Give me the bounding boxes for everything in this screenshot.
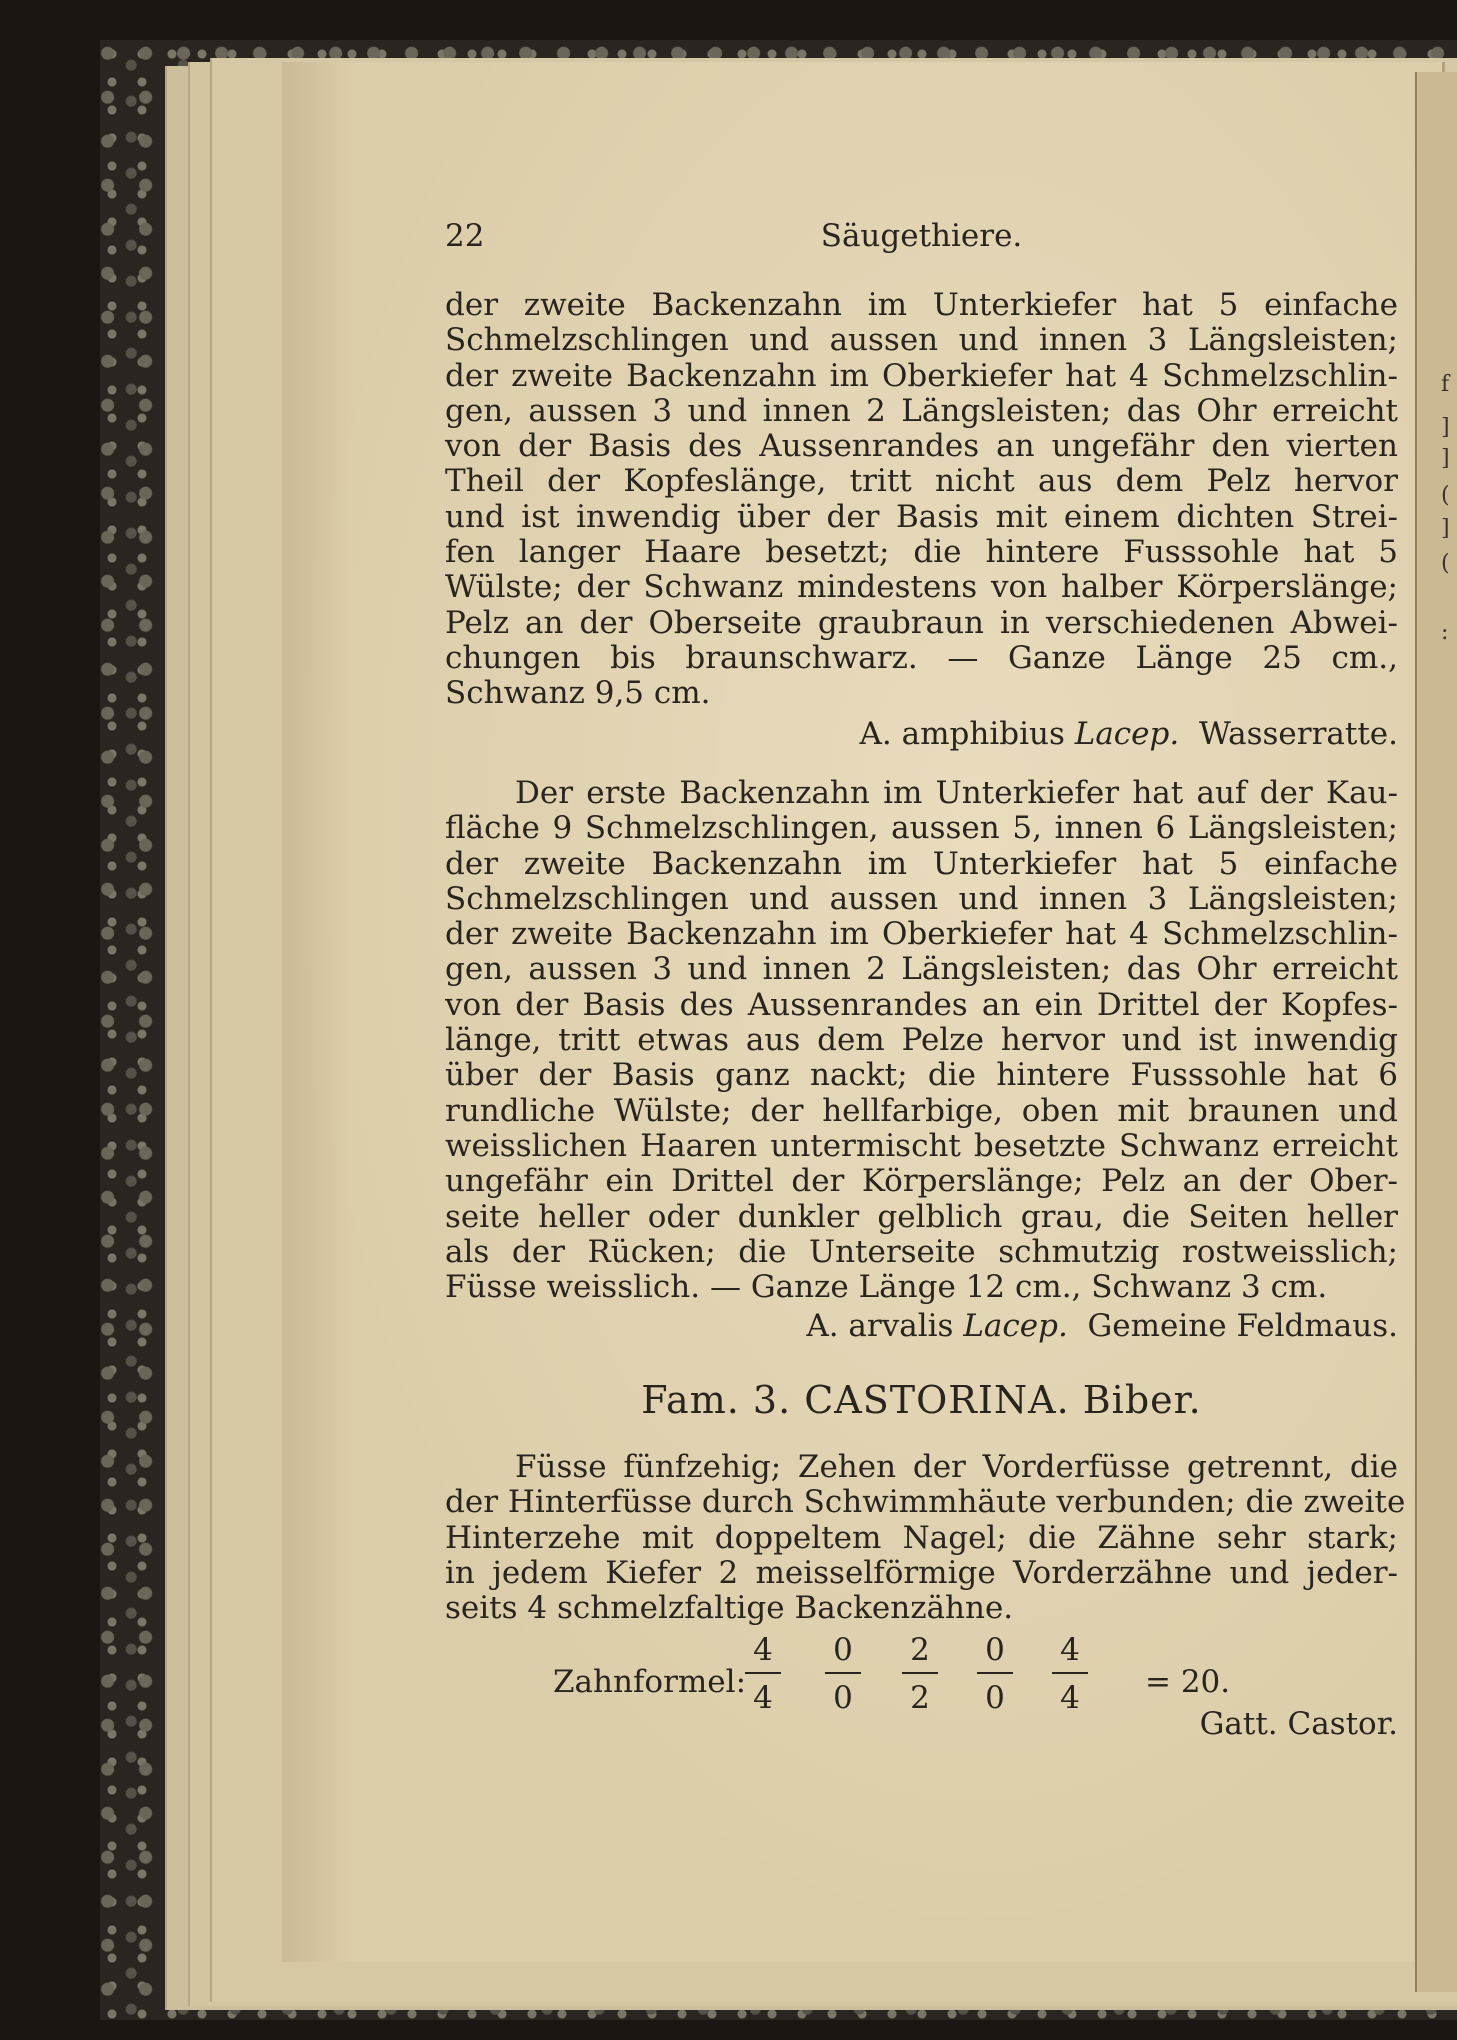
text-line: der zweite Backenzahn im Oberkiefer hat 4 Schmelzschlin- bbox=[445, 357, 1398, 394]
species-common-name: Gemeine Feldmaus. bbox=[1087, 1308, 1398, 1344]
edge-letter: ( bbox=[1441, 483, 1450, 508]
paragraph bbox=[445, 776, 1398, 1305]
text-line: als der Rücken; die Unterseite schmutzig rostweisslich; bbox=[445, 1233, 1398, 1270]
formula-label: Zahnformel: bbox=[553, 1664, 747, 1700]
fraction-bar bbox=[902, 1672, 938, 1674]
text-line: gen, aussen 3 und innen 2 Längsleisten; das Ohr erreicht bbox=[445, 951, 1398, 988]
fraction-numerator: 0 bbox=[985, 1632, 1005, 1668]
text-line: von der Basis des Aussenrandes an ungefähr den vierten bbox=[445, 428, 1398, 465]
text-line: Schwanz 9,5 cm. bbox=[445, 675, 711, 712]
text-line: Theil der Kopfeslänge, tritt nicht aus dem Pelz hervor bbox=[445, 463, 1398, 500]
species-line bbox=[445, 716, 1398, 752]
fraction-bar bbox=[745, 1672, 781, 1674]
facing-page-edge bbox=[1415, 72, 1457, 1992]
edge-letter: ] bbox=[1441, 446, 1450, 471]
fraction-denominator: 4 bbox=[753, 1680, 773, 1716]
formula-result: = 20. bbox=[1145, 1664, 1231, 1700]
fraction-denominator: 2 bbox=[910, 1680, 930, 1716]
formula-fraction bbox=[900, 1632, 940, 1716]
text-line: fen langer Haare besetzt; die hintere Fusssohle hat 5 bbox=[445, 534, 1398, 571]
formula-fraction bbox=[743, 1632, 783, 1716]
species-common-name: Wasserratte. bbox=[1198, 716, 1398, 752]
fraction-denominator: 0 bbox=[985, 1680, 1005, 1716]
fraction-bar bbox=[825, 1672, 861, 1674]
text-line: fläche 9 Schmelzschlingen, aussen 5, innen 6 Längsleisten; bbox=[445, 810, 1398, 847]
species-author: Lacep. bbox=[1074, 716, 1180, 752]
species-name: A. arvalis bbox=[806, 1308, 954, 1344]
edge-letter: f bbox=[1441, 372, 1450, 397]
text-line: seite heller oder dunkler gelblich grau, die Seiten heller bbox=[445, 1198, 1398, 1235]
text-line: weisslichen Haaren untermischt besetzte Schwanz erreicht bbox=[445, 1127, 1398, 1164]
fraction-numerator: 4 bbox=[1060, 1632, 1080, 1668]
text-line: von der Basis des Aussenrandes an ein Drittel der Kopfes- bbox=[445, 986, 1398, 1023]
formula-fraction bbox=[975, 1632, 1015, 1716]
family-heading: Fam. 3. CASTORINA. Biber. bbox=[641, 1378, 1202, 1422]
text-line: Pelz an der Oberseite graubraun in verschiedenen Abwei- bbox=[445, 604, 1398, 641]
text-line: Hinterzehe mit doppeltem Nagel; die Zähne sehr stark; bbox=[445, 1519, 1398, 1556]
fraction-numerator: 4 bbox=[753, 1632, 773, 1668]
edge-letter: ] bbox=[1441, 415, 1450, 440]
text-line: Füsse weisslich. — Ganze Länge 12 cm., Schwanz 3 cm. bbox=[445, 1269, 1328, 1306]
page-number: 22 bbox=[445, 218, 485, 254]
text-line: über der Basis ganz nackt; die hintere Fusssohle hat 6 bbox=[445, 1057, 1398, 1094]
paragraph bbox=[445, 288, 1398, 712]
formula-fraction bbox=[1050, 1632, 1090, 1716]
text-line: in jedem Kiefer 2 meisselförmige Vorderzähne und jeder- bbox=[445, 1554, 1398, 1591]
text-line: gen, aussen 3 und innen 2 Längsleisten; das Ohr erreicht bbox=[445, 392, 1398, 429]
edge-letter: ( bbox=[1441, 551, 1450, 576]
fraction-denominator: 4 bbox=[1060, 1680, 1080, 1716]
text-line: der zweite Backenzahn im Unterkiefer hat 5 einfache bbox=[445, 287, 1398, 323]
fraction-numerator: 0 bbox=[833, 1632, 853, 1668]
fraction-bar bbox=[977, 1672, 1013, 1674]
text-line: rundliche Wülste; der hellfarbige, oben mit braunen und bbox=[445, 1092, 1398, 1129]
text-line: Der erste Backenzahn im Unterkiefer hat auf der Kau- bbox=[515, 775, 1398, 811]
text-line: der zweite Backenzahn im Oberkiefer hat 4 Schmelzschlin- bbox=[445, 916, 1398, 953]
paragraph bbox=[445, 1449, 1406, 1627]
text-line: Wülste; der Schwanz mindestens von halber Körperslänge; bbox=[445, 569, 1398, 606]
genus-label: Gatt. Castor. bbox=[1199, 1706, 1398, 1742]
text-line: Schmelzschlingen und aussen und innen 3 Längsleisten; bbox=[445, 322, 1398, 359]
text-line: Füsse fünfzehig; Zehen der Vorderfüsse getrennt, die bbox=[515, 1449, 1398, 1485]
page-title: Säugethiere. bbox=[820, 218, 1023, 254]
text-line: der zweite Backenzahn im Unterkiefer hat 5 einfache bbox=[445, 845, 1398, 882]
text-line: ungefähr ein Drittel der Körperslänge; Pelz an der Ober- bbox=[445, 1163, 1398, 1200]
text-line: seits 4 schmelzfaltige Backenzähne. bbox=[445, 1590, 1014, 1627]
text-line: chungen bis braunschwarz. — Ganze Länge 25 cm., bbox=[445, 639, 1398, 676]
fraction-denominator: 0 bbox=[833, 1680, 853, 1716]
species-line bbox=[445, 1308, 1398, 1344]
text-line: länge, tritt etwas aus dem Pelze hervor und ist inwendig bbox=[445, 1022, 1398, 1059]
fraction-numerator: 2 bbox=[910, 1632, 930, 1668]
species-author: Lacep. bbox=[963, 1308, 1068, 1344]
text-line: und ist inwendig über der Basis mit einem dichten Strei- bbox=[445, 498, 1398, 535]
running-head bbox=[445, 218, 1398, 258]
fraction-bar bbox=[1052, 1672, 1088, 1674]
species-name: A. amphibius bbox=[859, 716, 1065, 752]
text-line: Schmelzschlingen und aussen und innen 3 Längsleisten; bbox=[445, 880, 1398, 917]
formula-fraction bbox=[823, 1632, 863, 1716]
text-line: der Hinterfüsse durch Schwimmhäute verbunden; die zweite bbox=[445, 1484, 1406, 1521]
edge-letter: ] bbox=[1441, 516, 1450, 541]
edge-letter: : bbox=[1441, 620, 1449, 645]
